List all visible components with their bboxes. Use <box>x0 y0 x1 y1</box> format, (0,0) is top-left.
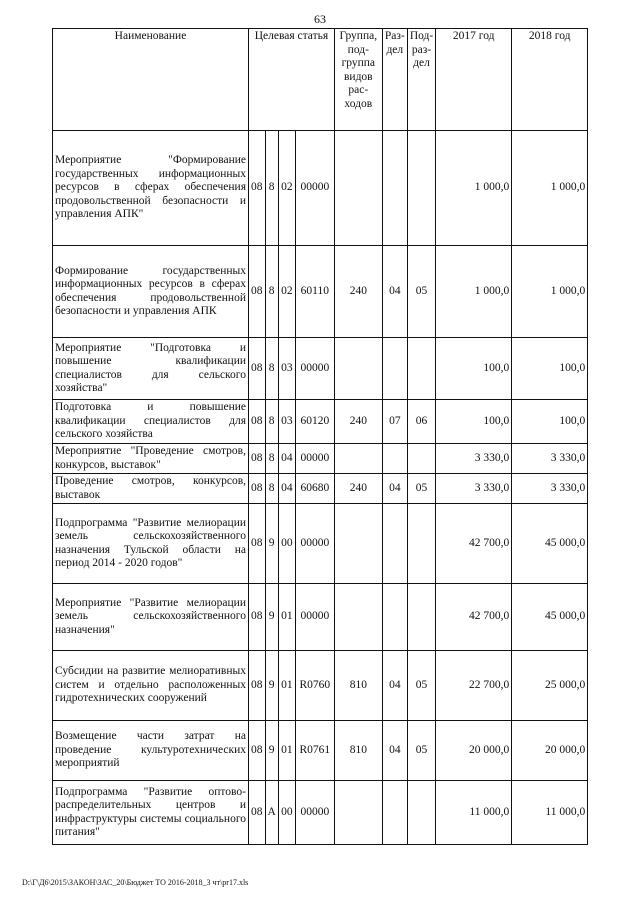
row-name: Формирование государственных информационных ресурсов в сферах обеспечения продовольственной безопасности и управления АПК <box>53 246 249 338</box>
section <box>382 444 407 474</box>
amount-2018: 45 000,0 <box>512 584 588 651</box>
header-expense-group: Группа, под-группа видов рас-ходов <box>334 29 382 131</box>
target-direction: 00000 <box>295 781 334 845</box>
amount-2017: 1 000,0 <box>436 131 512 246</box>
amount-2018: 1 000,0 <box>512 131 588 246</box>
expense-group: 240 <box>334 400 382 444</box>
header-subsection: Под-раз-дел <box>407 29 435 131</box>
target-event: 04 <box>278 474 295 504</box>
amount-2017: 22 700,0 <box>436 651 512 721</box>
expense-group: 810 <box>334 651 382 721</box>
table-header-row <box>53 29 588 131</box>
subsection <box>407 584 435 651</box>
table-row <box>53 338 588 400</box>
row-name: Мероприятие "Формирование государственных информационных ресурсов в сферах обеспечения продовольственной безопасности и управления АПК" <box>53 131 249 246</box>
subsection: 05 <box>407 246 435 338</box>
subsection <box>407 131 435 246</box>
amount-2018: 100,0 <box>512 400 588 444</box>
target-event: 02 <box>278 131 295 246</box>
table-row <box>53 400 588 444</box>
target-program: 08 <box>249 721 266 781</box>
amount-2017: 1 000,0 <box>436 246 512 338</box>
subsection <box>407 504 435 584</box>
target-program: 08 <box>249 651 266 721</box>
target-event: 02 <box>278 246 295 338</box>
target-subprogram: 8 <box>265 444 278 474</box>
target-direction: 00000 <box>295 338 334 400</box>
target-program: 08 <box>249 131 266 246</box>
header-name: Наименование <box>53 29 249 131</box>
expense-group: 810 <box>334 721 382 781</box>
amount-2017: 100,0 <box>436 400 512 444</box>
expense-group <box>334 584 382 651</box>
amount-2017: 42 700,0 <box>436 504 512 584</box>
section <box>382 131 407 246</box>
target-event: 01 <box>278 584 295 651</box>
expense-group <box>334 504 382 584</box>
row-name: Подпрограмма "Развитие оптово-распределительных центров и инфраструктуры системы социального питания" <box>53 781 249 845</box>
target-event: 00 <box>278 504 295 584</box>
target-direction: 60120 <box>295 400 334 444</box>
target-subprogram: 9 <box>265 584 278 651</box>
subsection: 05 <box>407 474 435 504</box>
table-row <box>53 131 588 246</box>
target-program: 08 <box>249 781 266 845</box>
amount-2018: 25 000,0 <box>512 651 588 721</box>
target-subprogram: 8 <box>265 400 278 444</box>
subsection: 06 <box>407 400 435 444</box>
expense-group <box>334 131 382 246</box>
amount-2018: 45 000,0 <box>512 504 588 584</box>
table-row <box>53 651 588 721</box>
target-subprogram: А <box>265 781 278 845</box>
amount-2018: 3 330,0 <box>512 444 588 474</box>
target-program: 08 <box>249 504 266 584</box>
target-event: 04 <box>278 444 295 474</box>
row-name: Подпрограмма "Развитие мелиорации земель сельскохозяйственного назначения Тульской области на период 2014 - 2020 годов" <box>53 504 249 584</box>
table-row <box>53 474 588 504</box>
expense-group <box>334 444 382 474</box>
target-event: 03 <box>278 338 295 400</box>
target-event: 03 <box>278 400 295 444</box>
table-row <box>53 781 588 845</box>
table-row <box>53 444 588 474</box>
header-section: Раз-дел <box>382 29 407 131</box>
section: 07 <box>382 400 407 444</box>
amount-2017: 3 330,0 <box>436 474 512 504</box>
target-program: 08 <box>249 474 266 504</box>
table-row <box>53 246 588 338</box>
amount-2018: 3 330,0 <box>512 474 588 504</box>
target-program: 08 <box>249 400 266 444</box>
target-subprogram: 8 <box>265 338 278 400</box>
file-path-footer: D:\Г\Д6\2015\ЗАКОН\ЗАС_20\Бюджет ТО 2016-2018_3 чт\pr17.xls <box>22 878 249 887</box>
target-subprogram: 8 <box>265 131 278 246</box>
section: 04 <box>382 721 407 781</box>
target-subprogram: 8 <box>265 246 278 338</box>
target-subprogram: 9 <box>265 651 278 721</box>
header-2018: 2018 год <box>512 29 588 131</box>
target-event: 00 <box>278 781 295 845</box>
target-program: 08 <box>249 444 266 474</box>
section <box>382 584 407 651</box>
target-subprogram: 8 <box>265 474 278 504</box>
amount-2018: 20 000,0 <box>512 721 588 781</box>
target-direction: 60680 <box>295 474 334 504</box>
amount-2017: 11 000,0 <box>436 781 512 845</box>
target-subprogram: 9 <box>265 504 278 584</box>
amount-2018: 1 000,0 <box>512 246 588 338</box>
target-direction: R0760 <box>295 651 334 721</box>
header-target-article: Целевая статья <box>249 29 335 131</box>
target-direction: 00000 <box>295 444 334 474</box>
row-name: Мероприятие "Проведение смотров, конкурсов, выставок" <box>53 444 249 474</box>
table-row <box>53 504 588 584</box>
header-2017: 2017 год <box>436 29 512 131</box>
subsection: 05 <box>407 721 435 781</box>
section: 04 <box>382 651 407 721</box>
row-name: Проведение смотров, конкурсов, выставок <box>53 474 249 504</box>
amount-2017: 3 330,0 <box>436 444 512 474</box>
row-name: Подготовка и повышение квалификации специалистов для сельского хозяйства <box>53 400 249 444</box>
amount-2018: 11 000,0 <box>512 781 588 845</box>
expense-group <box>334 338 382 400</box>
table-row <box>53 584 588 651</box>
target-direction: 00000 <box>295 584 334 651</box>
target-direction: 00000 <box>295 504 334 584</box>
row-name: Субсидии на развитие мелиоративных систем и отдельно расположенных гидротехнических сооружений <box>53 651 249 721</box>
subsection <box>407 444 435 474</box>
expense-group <box>334 781 382 845</box>
section: 04 <box>382 474 407 504</box>
target-program: 08 <box>249 584 266 651</box>
target-program: 08 <box>249 338 266 400</box>
amount-2017: 42 700,0 <box>436 584 512 651</box>
budget-table <box>52 28 588 845</box>
target-program: 08 <box>249 246 266 338</box>
target-direction: 60110 <box>295 246 334 338</box>
expense-group: 240 <box>334 474 382 504</box>
target-direction: R0761 <box>295 721 334 781</box>
section <box>382 504 407 584</box>
subsection <box>407 781 435 845</box>
amount-2017: 100,0 <box>436 338 512 400</box>
table-row <box>53 721 588 781</box>
row-name: Возмещение части затрат на проведение культуротехнических мероприятий <box>53 721 249 781</box>
section: 04 <box>382 246 407 338</box>
target-event: 01 <box>278 721 295 781</box>
section <box>382 781 407 845</box>
section <box>382 338 407 400</box>
row-name: Мероприятие "Подготовка и повышение квалификации специалистов для сельского хозяйства" <box>53 338 249 400</box>
target-subprogram: 9 <box>265 721 278 781</box>
amount-2017: 20 000,0 <box>436 721 512 781</box>
subsection: 05 <box>407 651 435 721</box>
target-direction: 00000 <box>295 131 334 246</box>
subsection <box>407 338 435 400</box>
expense-group: 240 <box>334 246 382 338</box>
target-event: 01 <box>278 651 295 721</box>
row-name: Мероприятие "Развитие мелиорации земель сельскохозяйственного назначения" <box>53 584 249 651</box>
amount-2018: 100,0 <box>512 338 588 400</box>
page-number: 63 <box>314 12 326 26</box>
